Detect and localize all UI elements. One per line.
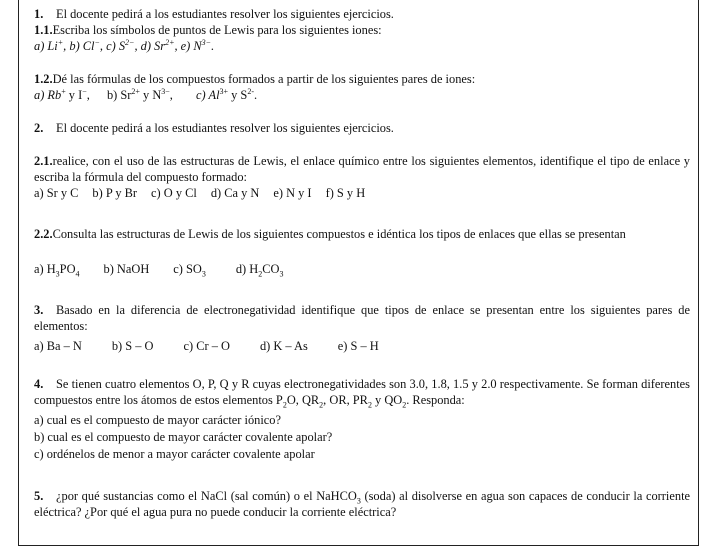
section-text: Dé las fórmulas de los compuestos formados a partir de los siguientes pares de iones:: [52, 72, 476, 86]
question-c: [34, 447, 690, 463]
subscript: 3: [356, 496, 361, 506]
list-item: c) O y Cl: [151, 186, 197, 200]
pair-a-mid: y I: [65, 88, 83, 102]
section-text: Basado en la diferencia de electronegatividad identifique que tipos de enlace se presentan entre los siguientes pares de elementos:: [34, 303, 690, 333]
section-text: O, QR: [286, 392, 320, 407]
charge: 2+: [131, 86, 140, 96]
section-text: y QO: [371, 392, 403, 407]
list-item: b) P y Br: [92, 186, 138, 200]
question-text: c) ordénelos de menor a mayor carácter covalente apolar: [34, 447, 315, 461]
section-text: Consulta las estructuras de Lewis de los siguientes compuestos e idéntica los tipos de enlaces que ellas se presentan: [52, 227, 626, 241]
section-number: 2.1.: [34, 154, 53, 168]
ion-c: , c) S: [99, 39, 126, 53]
question-text: a) cual es el compuesto de mayor carácter iónico?: [34, 413, 282, 427]
charge: 3−: [161, 86, 170, 96]
section-1: [34, 7, 690, 23]
element-pairs-list: [34, 186, 690, 202]
punctuation: .: [211, 39, 215, 53]
section-text: Se tienen cuatro elementos O, P, Q y R cuyas electronegatividades son 3.0, 1.8, 1.5 y 2.0 respectivamente. Se forman diferentes compuestos entre los átomos de estos elementos P: [34, 377, 690, 407]
question-b: [34, 430, 690, 446]
section-number: 1.1.: [34, 23, 53, 37]
section-number: 1.: [34, 7, 44, 21]
list-item: a) Ba – N: [34, 339, 82, 353]
subscript: 2: [402, 399, 407, 409]
section-text: realice, con el uso de las estructuras de Lewis, el enlace químico entre los siguientes elementos, identifique el tipo de enlace y escriba la fórmula del compuesto formado:: [34, 154, 690, 184]
compound-d: d) H: [235, 262, 259, 276]
list-item: f) S y H: [325, 186, 366, 200]
subscript: 2: [282, 399, 287, 409]
subscript: 2: [319, 399, 324, 409]
section-4: [34, 377, 690, 408]
section-text: Escriba los símbolos de puntos de Lewis para los siguientes iones:: [52, 23, 382, 37]
compound-c: c) SO: [173, 262, 202, 276]
pair-b-mid: y N: [139, 88, 162, 102]
charge: 2-: [247, 86, 254, 96]
section-2-1: [34, 154, 690, 185]
charge: −: [82, 86, 87, 96]
section-text: ¿por qué sustancias como el NaCl (sal común) o el NaHCO: [56, 489, 357, 503]
charge: −: [94, 37, 100, 47]
compound-a-mid: PO: [59, 262, 76, 276]
subscript: 3: [55, 269, 60, 279]
ion-b: , b) Cl: [63, 39, 95, 53]
list-item: c) Cr – O: [183, 339, 230, 353]
section-number: 2.: [34, 121, 44, 135]
section-text: El docente pedirá a los estudiantes resolver los siguientes ejercicios.: [56, 7, 394, 21]
compound-a: a) H: [34, 262, 56, 276]
charge: +: [61, 86, 66, 96]
section-text: El docente pedirá a los estudiantes resolver los siguientes ejercicios.: [56, 121, 394, 135]
list-item: d) K – As: [259, 339, 308, 353]
ion-e: , e) N: [174, 39, 202, 53]
punctuation: .: [254, 88, 258, 102]
subscript: 3: [279, 269, 284, 279]
charge: 2+: [165, 37, 175, 47]
pair-b: b) Sr: [106, 88, 132, 102]
compound-d-mid: CO: [262, 262, 280, 276]
section-number: 5.: [34, 489, 44, 503]
section-number: 4.: [34, 377, 44, 391]
section-1-1: [34, 23, 690, 39]
ion-a: a) Li: [34, 39, 58, 53]
bond-pairs-list: [34, 339, 690, 355]
question-text: b) cual es el compuesto de mayor carácter covalente apolar?: [34, 430, 333, 444]
list-item: b) S – O: [111, 339, 154, 353]
section-1-2: [34, 72, 690, 88]
section-5: [34, 489, 690, 520]
section-3: [34, 303, 690, 334]
section-text: . Responda:: [406, 392, 465, 407]
ion-pairs-list: [34, 88, 690, 104]
section-2-2: [34, 227, 690, 243]
section-text: (soda) al disolverse en agua son capaces de conducir la corriente eléctrica? ¿Por qué el agua pura no puede conducir la corriente eléctrica?: [34, 489, 691, 519]
pair-c: c) Al: [196, 88, 220, 102]
section-number: 3.: [34, 303, 44, 317]
charge: +: [57, 37, 64, 47]
list-item: d) Ca y N: [210, 186, 260, 200]
charge: 3+: [219, 86, 229, 96]
compounds-list: [34, 262, 690, 278]
section-text: , OR, PR: [323, 392, 368, 407]
compound-b: b) NaOH: [103, 262, 150, 276]
subscript: 2: [258, 269, 263, 279]
pair-c-mid: y S: [228, 88, 248, 102]
section-number: 2.2.: [34, 227, 53, 241]
punctuation: ,: [169, 88, 173, 102]
ion-d: , d) Sr: [134, 39, 166, 53]
ions-list: [34, 39, 690, 55]
pair-a: a) Rb: [34, 88, 62, 102]
list-item: e) S – H: [337, 339, 379, 353]
section-number: 1.2.: [34, 72, 53, 86]
subscript: 3: [201, 269, 206, 279]
list-item: a) Sr y C: [34, 186, 79, 200]
question-a: [34, 413, 690, 429]
punctuation: ,: [86, 88, 90, 102]
list-item: e) N y I: [273, 186, 312, 200]
section-2: [34, 121, 690, 137]
charge: 2−: [125, 37, 135, 47]
subscript: 2: [367, 399, 372, 409]
charge: 3−: [201, 37, 212, 47]
subscript: 4: [75, 269, 80, 279]
